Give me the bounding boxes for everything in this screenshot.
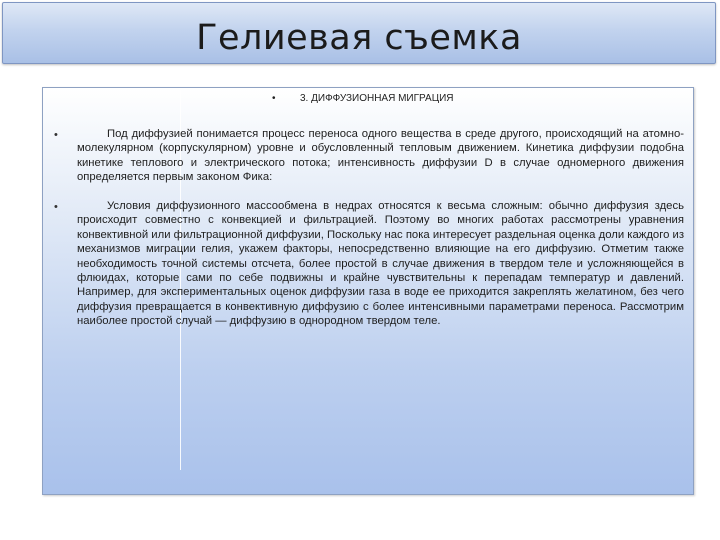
section-heading xyxy=(272,93,454,104)
section-heading-text: 3. ДИФФУЗИОННАЯ МИГРАЦИЯ xyxy=(300,93,454,104)
bullet-icon: • xyxy=(54,201,58,213)
bullet-icon: • xyxy=(272,93,276,104)
slide-title: Гелиевая съемка xyxy=(196,18,522,58)
paragraph-diffusion-conditions: Условия диффузионного массообмена в недрах относятся к весьма сложным: обычно диффузия здесь происходит совместно с конвекцией и фильтрацией. Поэтому во многих работах рассмотрены уравнения конвективной или фильтрационной диффузии, Поскольку нас пока интересует раздельная оценка доли каждого из механизмов миграции гелия, укажем факторы, непосредственно влияющие на его диффузию. Отметим также необходимость точной системы отсчета, более простой в случае движения в твердом теле и усложняющейся в флюидах, которые сами по себе подвижны и крайне чувствительны к перепадам температур и давлений. Например, для экспериментальных оценок диффузии газа в воде ее приходится закреплять желатином, без чего диффузия превращается в конвективную диффузию с более интенсивными параметрами переноса. Рассмотрим наиболее простой случай — диффузию в однородном твердом теле. xyxy=(77,200,684,328)
title-bar xyxy=(2,2,716,64)
paragraph-diffusion-definition: Под диффузией понимается процесс переноса одного вещества в среде другого, происходящий на атомно-молекулярном (корпускулярном) уровне и обусловленный тепловым движением. Кинетика диффузии подобна кинетике теплового и электрического потока; интенсивность диффузии D в случае одномерного движения определяется первым законом Фика: xyxy=(77,128,684,184)
bullet-icon: • xyxy=(54,129,58,141)
